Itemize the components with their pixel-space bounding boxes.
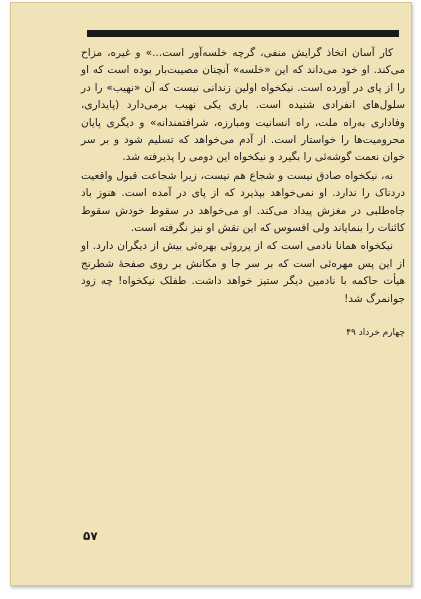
header-rule (87, 30, 399, 37)
paragraph: نیکخواه همانا نادمی است که از پرروئی بهره‌ئی بیش از دیگران دارد. او از این پس مهره‌ئی است که بر سر جا و مکانش بر روی صفحهٔ شطرنج هیأت حاکمه با نادمین دیگر ستیز خواهد داشت. طفلک نیکخواه! چه زود جوانمرگ شد! (81, 240, 405, 305)
date-line: چهارم خرداد ۴۹ (346, 328, 405, 338)
paper-page (10, 2, 412, 586)
page-number: ۵۷ (83, 529, 98, 543)
paragraph: نه، نیکخواه صادق نیست و شجاع هم نیست، زیرا شجاعت قبول واقعیت دردناک را ندارد. او نمی‌خواهد بپذیرد که از پای در آمده است. هنوز باد جاه‌طلبی در مغزش پیداد می‌کند. او می‌خواهد در سقوط خودش سقوط کائنات را بنمایاند ولی افسوس که این نقش او نیز نگرفته است. (81, 169, 405, 235)
article-body (81, 45, 405, 308)
paragraph: کار آسان اتخاذ گرایش منفی، گرچه خلسه‌آور است...» و غیره، مزاح می‌کند. او خود می‌داند که این «خلسه» آنچنان مصیبت‌بار بوده است که او را از پای در آورده است. نیکخواه اولین زندانی نیست که آن «نهیب» را در سلول‌های انفرادی شنیده است. باری یکی نهیب برمی‌دارد (پایداری، وفاداری به‌راه ملت، راه انسانیت ومبارزه، شرافتمندانه» و دیگری پایان محرومیت‌ها را خواستار است. از آدم می‌خواهد که تسلیم شود و بر سر خوان نعمت گوشه‌ئی را بگیرد و نیکخواه این دومی را پذیرفته شد. (81, 47, 405, 164)
